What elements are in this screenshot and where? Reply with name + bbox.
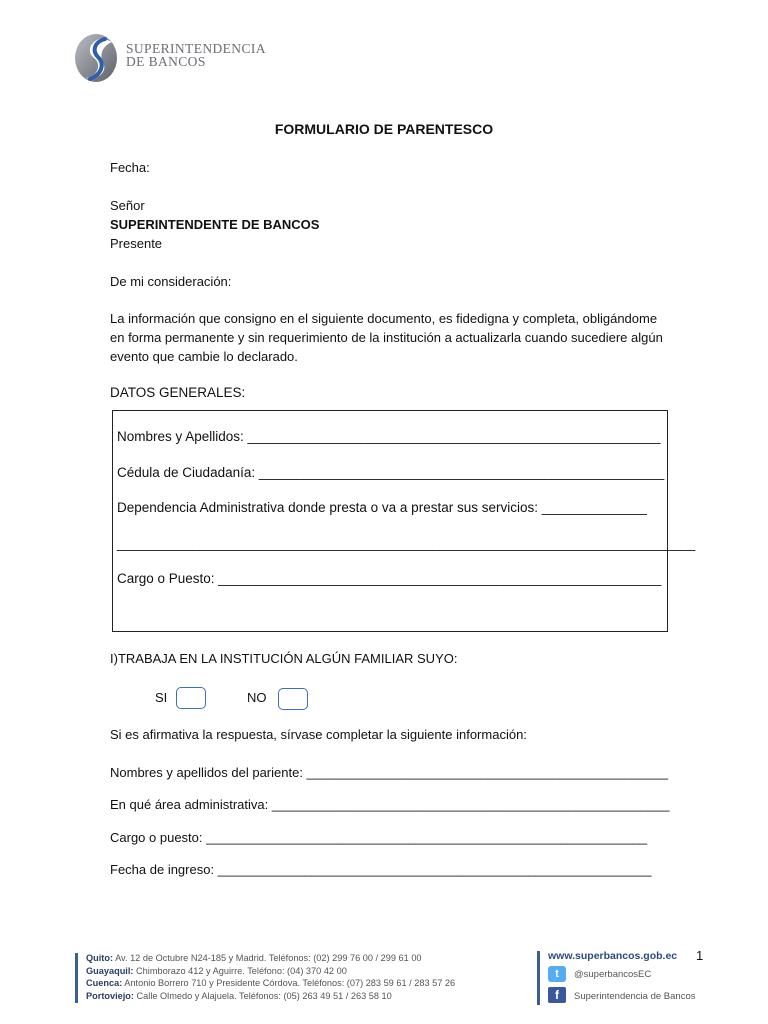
full-name-field[interactable]: Nombres y Apellidos: _______________________________________________________ [117,429,661,444]
id-number-field[interactable]: Cédula de Ciudadanía: ______________________________________________________ [117,465,665,480]
declaration-line-1: La información que consigno en el siguiente documento, es fidedigna y completa, obligándome [110,311,658,326]
declaration-line-3: evento que cambie lo declarado. [110,349,298,364]
general-data-heading: DATOS GENERALES: [110,385,246,400]
affirmative-note: Si es afirmativa la respuesta, sírvase completar la siguiente información: [110,727,527,742]
facebook-page[interactable]: Superintendencia de Bancos [574,991,696,1002]
twitter-icon: t [548,966,566,982]
relative-position-field[interactable]: Cargo o puesto: _____________________________________________________________ [110,830,648,845]
facebook-icon: f [548,987,566,1003]
department-field-continuation[interactable]: _____________________________________________________________________________ [117,536,696,551]
no-checkbox[interactable] [278,688,308,710]
website-link[interactable]: www.superbancos.gob.ec [548,950,678,962]
page-number: 1 [696,948,704,963]
salutation-senor: Señor [110,198,145,213]
greeting: De mi consideración: [110,274,232,289]
footer-office-cuenca: Cuenca: Antonio Borrero 710 y Presidente Córdova. Teléfonos: (07) 283 59 61 / 283 57 26 [86,978,456,988]
recipient-name: SUPERINTENDENTE DE BANCOS [110,217,320,232]
logo-line-2: DE BANCOS [126,54,206,69]
footer-office-portoviejo: Portoviejo: Calle Olmedo y Alajuela. Teléfonos: (05) 263 49 51 / 263 58 10 [86,991,392,1001]
relative-question: I)TRABAJA EN LA INSTITUCIÓN ALGÚN FAMILIAR SUYO: [110,651,458,666]
position-field[interactable]: Cargo o Puesto: ___________________________________________________________ [117,571,662,586]
logo-line-1: SUPERINTENDENCIA [126,41,266,56]
date-label: Fecha: [110,160,150,175]
twitter-handle[interactable]: @superbancosEC [574,969,652,980]
footer-office-guayaquil: Guayaquil: Chimborazo 412 y Aguirre. Teléfono: (04) 370 42 00 [86,966,347,976]
declaration-line-2: en forma permanente y sin requerimiento de la institución a actualizarla cuando sucediere algún [110,330,663,345]
page-title: FORMULARIO DE PARENTESCO [274,121,494,137]
superintendencia-logo [72,30,272,86]
yes-checkbox[interactable] [176,687,206,709]
department-field[interactable]: Dependencia Administrativa donde presta o va a prestar sus servicios: ______________ [117,500,647,515]
general-data-box [112,410,696,632]
no-label: NO [247,690,267,705]
footer-office-quito: Quito: Av. 12 de Octubre N24-185 y Madrid. Teléfonos: (02) 299 76 00 / 299 61 00 [86,953,422,963]
logo-emblem-icon [72,30,124,86]
salutation-presente: Presente [110,236,163,251]
relative-area-field[interactable]: En qué área administrativa: _______________________________________________________ [110,797,670,812]
relative-name-field[interactable]: Nombres y apellidos del pariente: __________________________________________________ [110,765,669,780]
yes-label: SI [155,690,168,705]
footer-left-bar [75,953,78,1003]
footer-right-bar [537,951,540,1005]
relative-start-date-field[interactable]: Fecha de ingreso: ____________________________________________________________ [110,862,652,877]
